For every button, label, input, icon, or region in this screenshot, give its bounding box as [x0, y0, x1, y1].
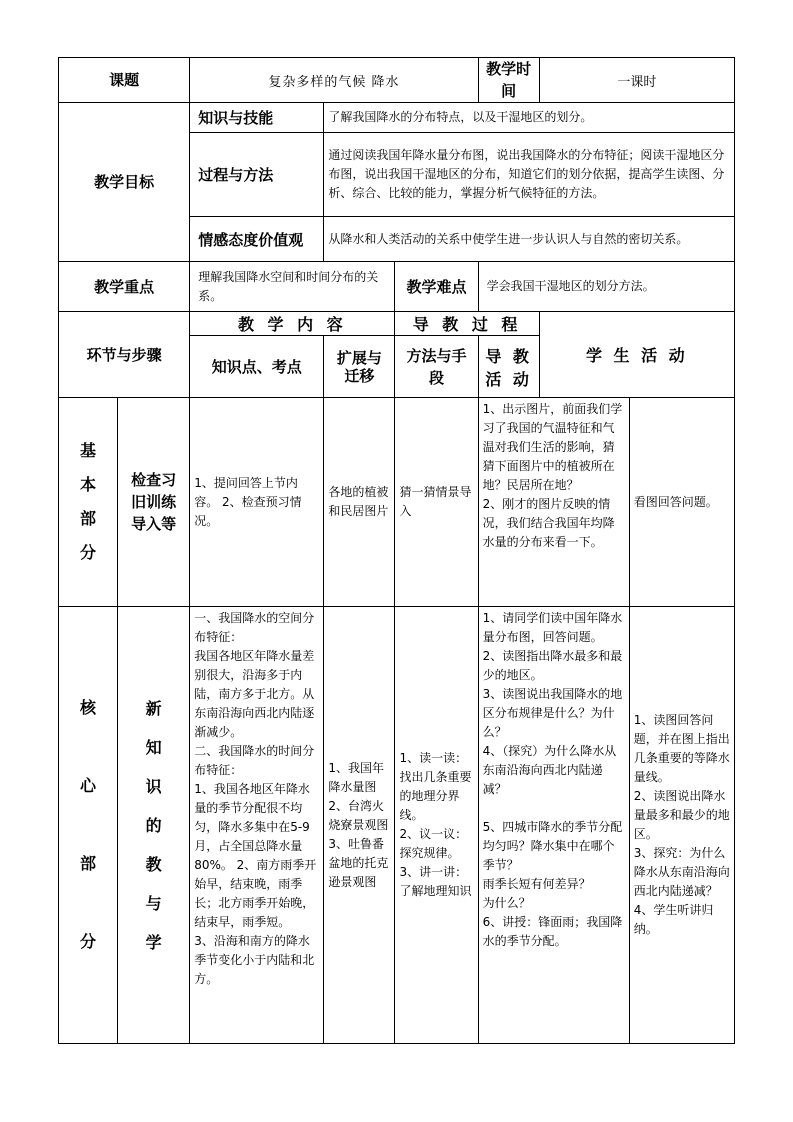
method-header: 方法与手段	[395, 336, 478, 398]
key-text: 理解我国降水空间和时间分布的关系。	[190, 262, 395, 312]
steps-header: 环节与步骤	[59, 312, 190, 398]
core-extension: 1、我国年降水量图 2、台湾火烧寮景观图 3、吐鲁番盆地的托克逊景观图	[324, 607, 395, 1044]
core-student: 1、读图回答问题，并在图上指出几条重要的等降水量线。 2、读图说出降水量最多和最少的地区。 3、探究：为什么降水从东南沿海向西北内陆递减？ 4、学生听讲归纳。	[629, 607, 734, 1044]
student-header: 学 生 活 动	[539, 312, 734, 398]
process-header: 导 教 过 程	[395, 312, 539, 336]
content-header: 教 学 内 容	[190, 312, 395, 336]
core-step-label	[118, 607, 190, 1044]
basic-guide: 1、出示图片，前面我们学习了我国的气温特征和气温对我们生活的影响，猜猜下面图片中的植被所在地？民居所在地？ 2、刚才的图片反映的情况，我们结合我国年均降水量的分布来看一下。	[478, 398, 629, 607]
core-part-label-text: 核心部分	[80, 698, 97, 951]
goal-text-knowledge: 了解我国降水的分布特点，以及干湿地区的划分。	[324, 103, 735, 133]
core-guide: 1、请同学们读中国年降水量分布图，回答问题。 2、读图指出降水最多和最少的地区。 3、读图说出我国降水的地区分布规律是什么？为什么？ 4、（探究）为什么降水从东南沿海向西北内陆递减？ 5、四城市降水的季节分配均匀吗？降水集中在哪个季节？ 雨季长短有何差异？ 为什么？ 6、讲授：锋面雨；我国降水的季节分配。	[478, 607, 629, 1044]
extension-header: 扩展与迁移	[324, 336, 395, 398]
goal-text-attitude: 从降水和人类活动的关系中使学生进一步认识人与自然的密切关系。	[324, 217, 735, 262]
core-method: 1、读一读：找出几条重要的地理分界线。 2、议一议：探究规律。 3、讲一讲：了解地理知识	[395, 607, 478, 1044]
basic-extension: 各地的植被和民居图片	[324, 398, 395, 607]
basic-knowledge: 1、提问回答上节内容。 2、检查预习情况。	[190, 398, 324, 607]
key-label: 教学重点	[59, 262, 190, 312]
core-part-label	[59, 607, 118, 1044]
basic-step-label: 检查习旧训练导入等	[118, 398, 190, 607]
time-value: 一课时	[539, 58, 734, 103]
difficulty-label: 教学难点	[395, 262, 478, 312]
goal-text-process: 通过阅读我国年降水量分布图，说出我国降水的分布特征；阅读干湿地区分布图，说出我国干湿地区的分布，知道它们的划分依据，提高学生读图、分析、综合、比较的能力，掌握分析气候特征的方法。	[324, 133, 735, 217]
goal-label-attitude: 情感态度价值观	[190, 217, 324, 262]
knowledge-header: 知识点、考点	[190, 336, 324, 398]
time-label: 教学时间	[478, 58, 539, 103]
basic-part-label: 基本部分	[59, 398, 118, 607]
basic-method: 猜一猜情景导入	[395, 398, 478, 607]
topic-label: 课题	[59, 58, 190, 103]
goal-label-process: 过程与方法	[190, 133, 324, 217]
topic-value: 复杂多样的气候 降水	[190, 58, 478, 103]
core-step-label-text: 新知识的教与学	[145, 698, 162, 952]
guide-header: 导 教 活 动	[478, 336, 539, 398]
lesson-plan-table	[58, 57, 735, 1044]
goals-label: 教学目标	[59, 103, 190, 262]
goal-label-knowledge: 知识与技能	[190, 103, 324, 133]
difficulty-text: 学会我国干湿地区的划分方法。	[478, 262, 734, 312]
basic-student: 看图回答问题。	[629, 398, 734, 607]
core-knowledge: 一、我国降水的空间分布特征： 我国各地区年降水量差别很大，沿海多于内陆，南方多于北方。从东南沿海向西北内陆逐渐减少。 二、我国降水的时间分布特征： 1、我国各地区年降水量的季节分配很不均匀，降水多集中在5-9月，占全国总降水量80%。 2、南方雨季开始早，结束晚，雨季长；北方雨季开始晚，结束早，雨季短。 3、沿海和南方的降水季节变化小于内陆和北方。	[190, 607, 324, 1044]
